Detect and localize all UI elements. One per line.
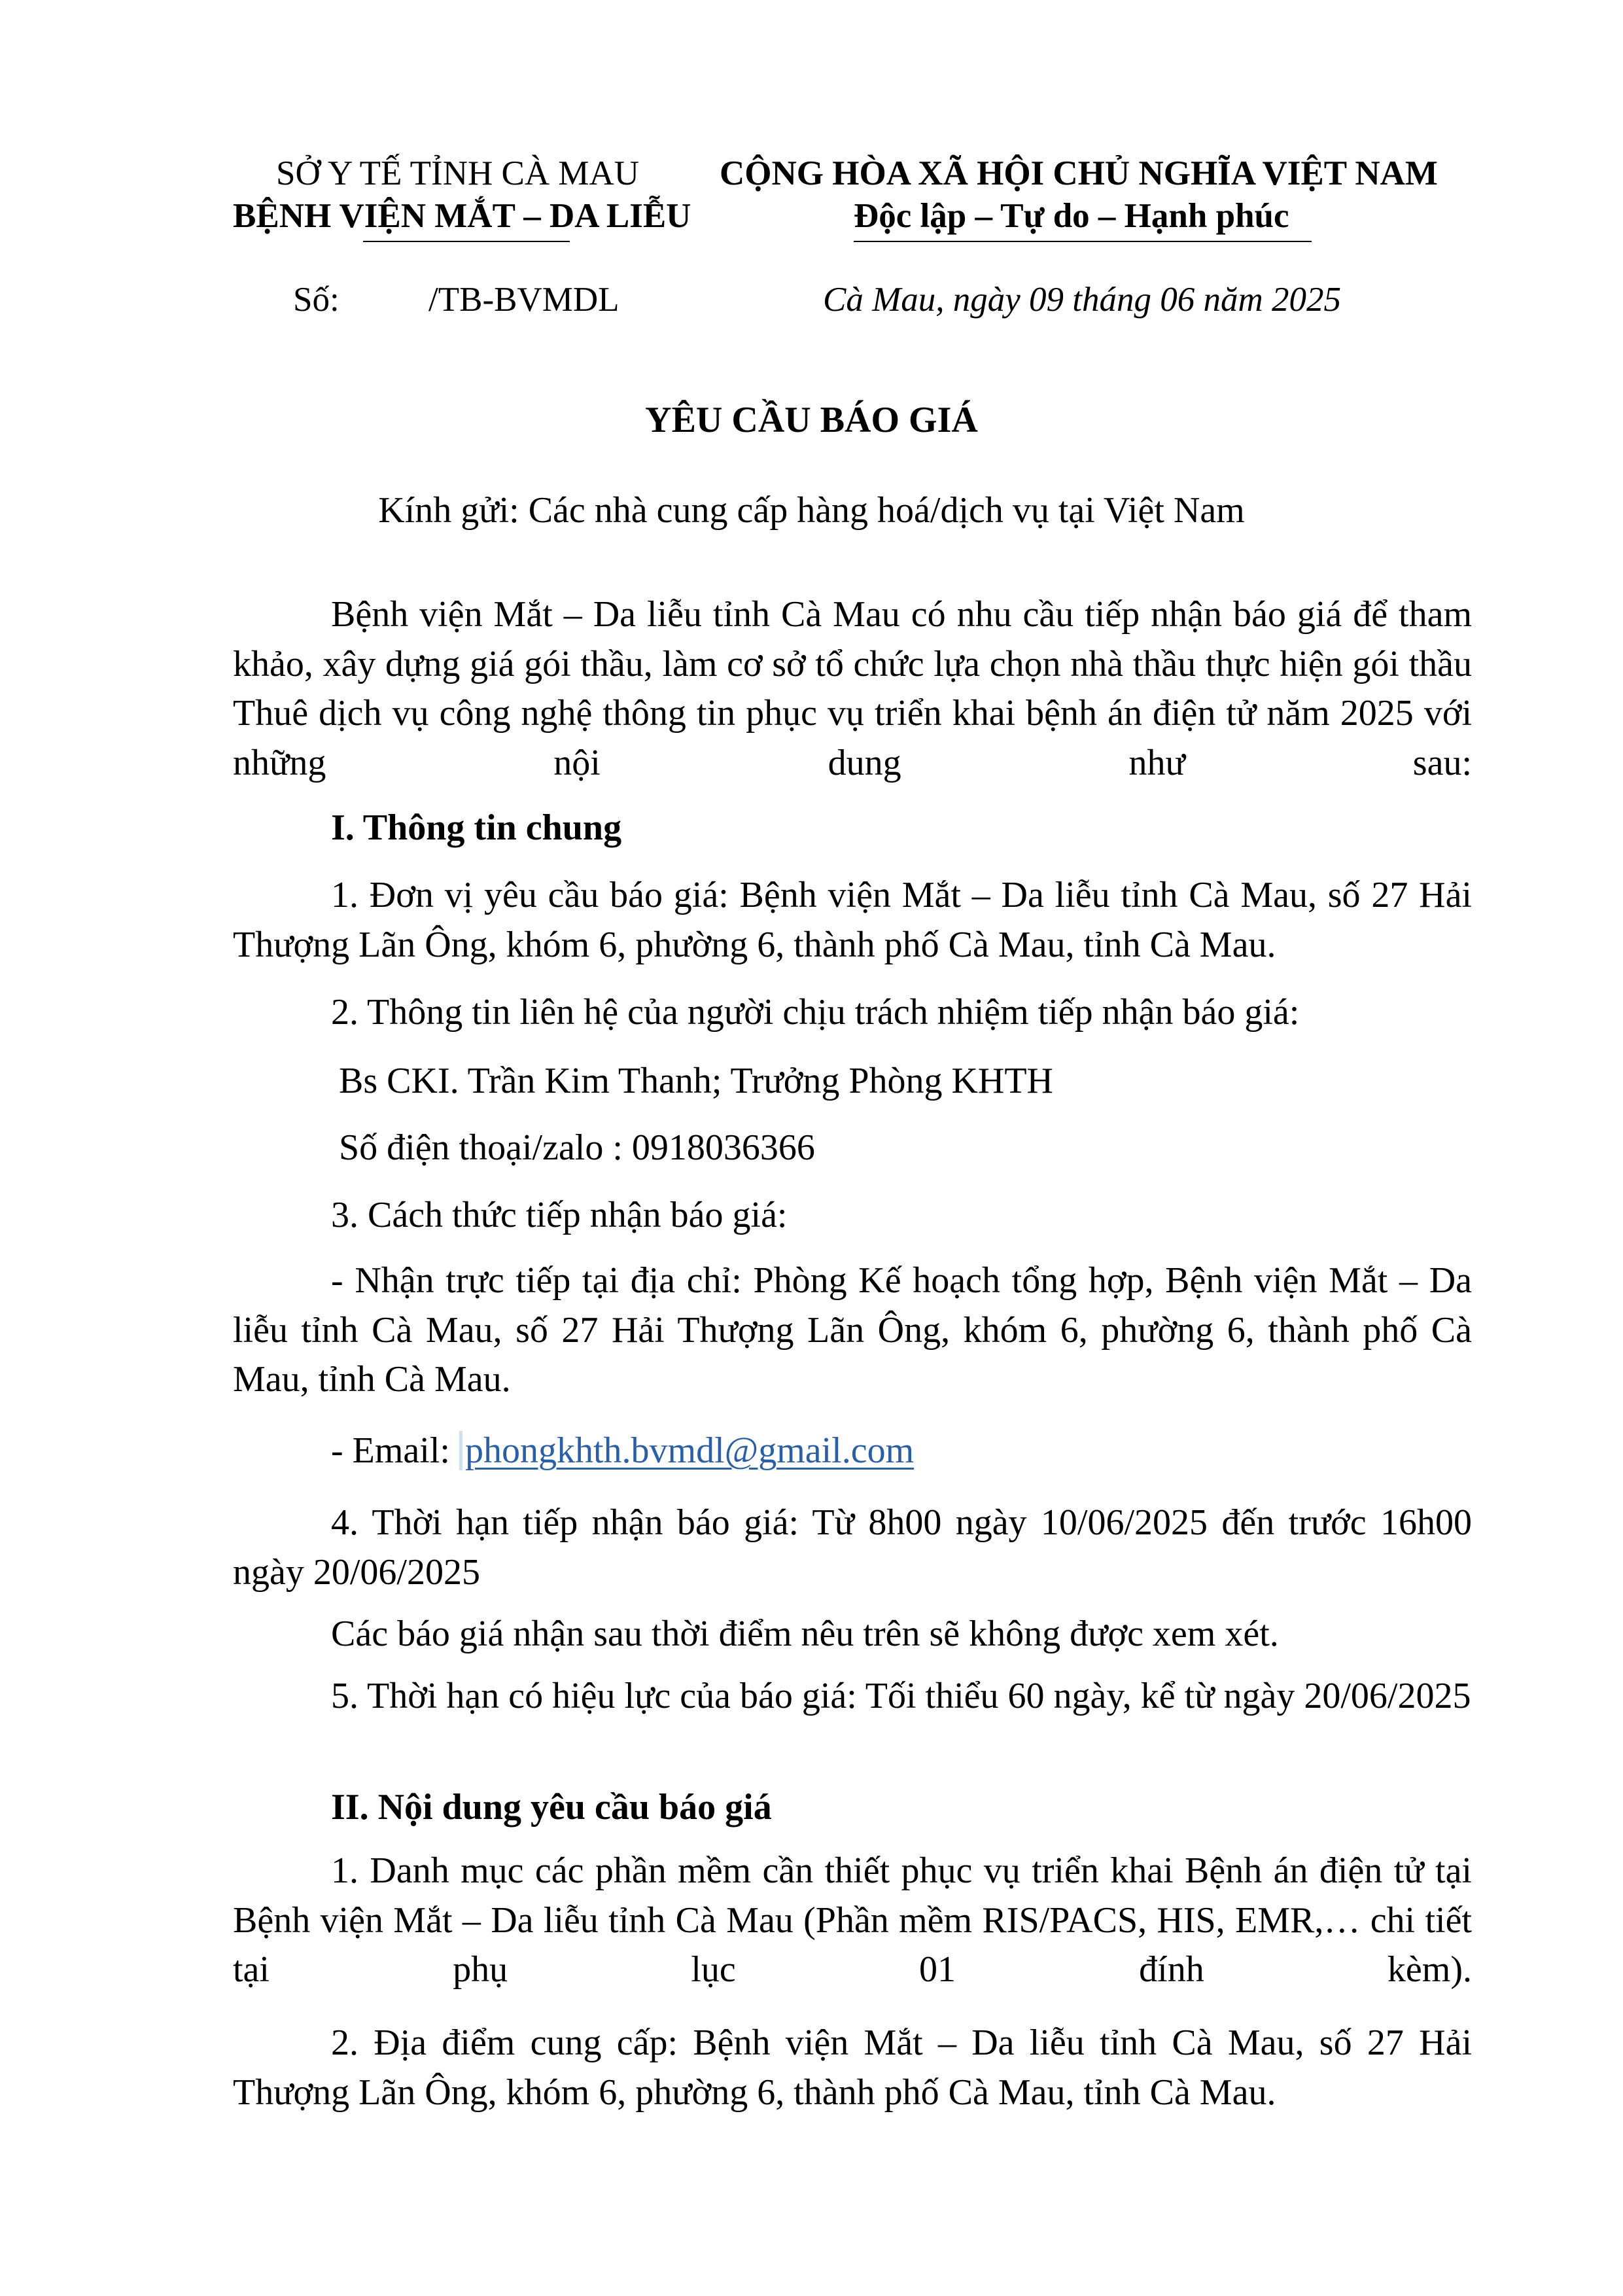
section-1-item-2: 2. Thông tin liên hệ của người chịu trách nhiệm tiếp nhận báo giá:	[331, 992, 1300, 1033]
contact-name: Bs CKI. Trần Kim Thanh; Trưởng Phòng KHTH	[339, 1061, 1053, 1101]
motto-underline	[854, 241, 1312, 242]
org-line-2: BỆNH VIỆN MẮT – DA LIỄU	[233, 197, 691, 235]
document-date: Cà Mau, ngày 09 tháng 06 năm 2025	[823, 281, 1342, 319]
org-underline	[363, 241, 570, 242]
section-1-item-4: 4. Thời hạn tiếp nhận báo giá: Từ 8h00 ngày 10/06/2025 đến trước 16h00 ngày 20/06/2025	[233, 1502, 1472, 1593]
nation-line-1: CỘNG HÒA XÃ HỘI CHỦ NGHĨA VIỆT NAM	[720, 154, 1438, 192]
section-1-heading: I. Thông tin chung	[331, 807, 622, 848]
email-label: - Email:	[331, 1430, 450, 1471]
section-2-item-2: 2. Địa điểm cung cấp: Bệnh viện Mắt – Da liễu tỉnh Cà Mau, số 27 Hải Thượng Lãn Ông, khóm 6, phường 6, thành phố Cà Mau, tỉnh Cà Mau.	[233, 2022, 1472, 2113]
section-2-heading: II. Nội dung yêu cầu báo giá	[331, 1787, 772, 1828]
org-line-1: SỞ Y TẾ TỈNH CÀ MAU	[276, 154, 640, 192]
contact-phone: Số điện thoại/zalo : 0918036366	[339, 1127, 815, 1168]
section-1-item-3-direct: - Nhận trực tiếp tại địa chỉ: Phòng Kế hoạch tổng hợp, Bệnh viện Mắt – Da liễu tỉnh Cà Mau, số 27 Hải Thượng Lãn Ông, khóm 6, phường 6, thành phố Cà Mau, tỉnh Cà Mau.	[233, 1260, 1472, 1400]
section-1-item-4-note: Các báo giá nhận sau thời điểm nêu trên sẽ không được xem xét.	[331, 1614, 1279, 1654]
nation-motto: Độc lập – Tự do – Hạnh phúc	[854, 197, 1289, 235]
section-2-item-1: 1. Danh mục các phần mềm cần thiết phục vụ triển khai Bệnh án điện tử tại Bệnh viện Mắt – Da liễu tỉnh Cà Mau (Phần mềm RIS/PACS, HIS, EMR,… chi tiết tại phụ lục 01 đính kèm).	[233, 1850, 1472, 1990]
section-1-item-3: 3. Cách thức tiếp nhận báo giá:	[331, 1195, 788, 1235]
document-number-label: Số:	[293, 281, 340, 319]
email-row	[331, 1430, 914, 1472]
document-title: YÊU CẦU BÁO GIÁ	[645, 400, 978, 440]
intro-paragraph: Bệnh viện Mắt – Da liễu tỉnh Cà Mau có nhu cầu tiếp nhận báo giá để tham khảo, xây dựng giá gói thầu, làm cơ sở tổ chức lựa chọn nhà thầu thực hiện gói thầu Thuê dịch vụ công nghệ thông tin phục vụ triển khai bệnh án điện tử năm 2025 với những nội dung như sau:	[233, 594, 1472, 783]
document-number-suffix: /TB-BVMDL	[428, 281, 620, 319]
text-cursor-highlight	[459, 1431, 462, 1470]
section-1-item-5: 5. Thời hạn có hiệu lực của báo giá: Tối thiểu 60 ngày, kể từ ngày 20/06/2025	[331, 1676, 1471, 1716]
email-link[interactable]: phongkhth.bvmdl@gmail.com	[464, 1430, 915, 1471]
section-1-item-1: 1. Đơn vị yêu cầu báo giá: Bệnh viện Mắt – Da liễu tỉnh Cà Mau, số 27 Hải Thượng Lãn Ông, khóm 6, phường 6, thành phố Cà Mau, tỉnh Cà Mau.	[233, 875, 1472, 965]
recipient-line: Kính gửi: Các nhà cung cấp hàng hoá/dịch vụ tại Việt Nam	[378, 490, 1245, 531]
